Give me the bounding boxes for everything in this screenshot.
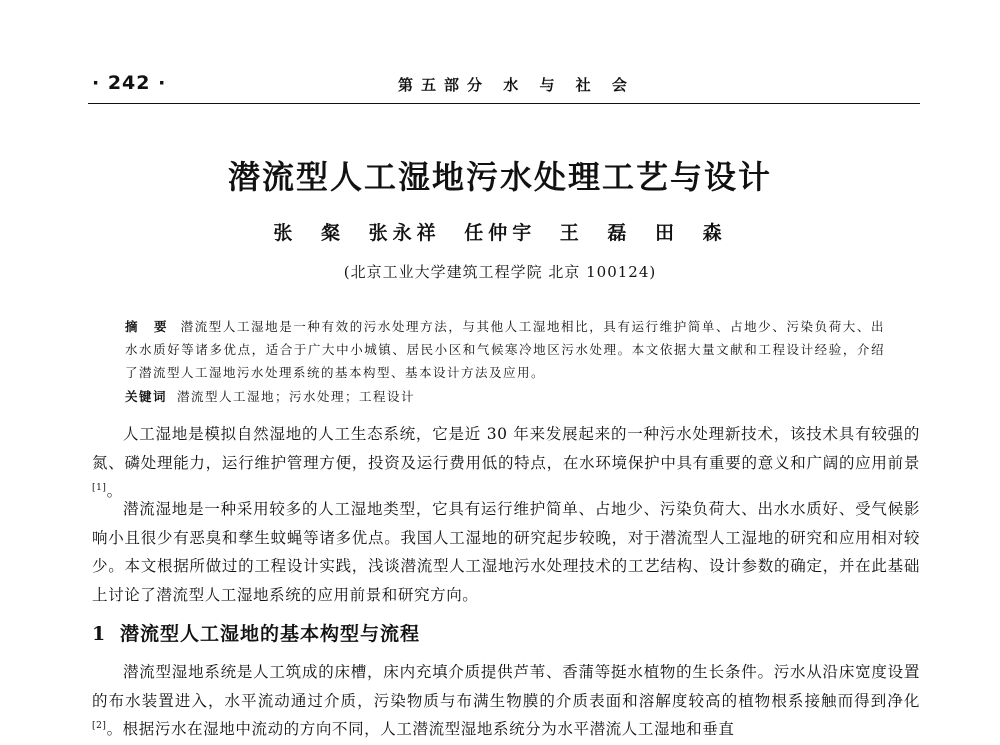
keywords-text: 潜流型人工湿地；污水处理；工程设计 <box>177 389 416 404</box>
header-rule <box>88 103 920 104</box>
section-1-paragraph-end: 。根据污水在湿地中流动的方向不同，人工潜流型湿地系统分为水平潜流人工湿地和垂直 <box>106 720 735 738</box>
page-number: · 242 · <box>92 72 167 94</box>
section-number: 1 <box>92 623 107 645</box>
section-1-paragraph <box>92 658 920 744</box>
abstract <box>125 315 885 384</box>
abstract-text: 潜流型人工湿地是一种有效的污水处理方法，与其他人工湿地相比，具有运行维护简单、占地少、污染负荷大、出水水质好等诸多优点，适合于广大中小城镇、居民小区和气候寒冷地区污水处理。本文依据大量文献和工程设计经验，介绍了潜流型人工湿地污水处理系统的基本构型、基本设计方法及应用。 <box>125 319 885 380</box>
intro-paragraph-2: 潜流湿地是一种采用较多的人工湿地类型，它具有运行维护简单、占地少、污染负荷大、出水水质好、受气候影响小且很少有恶臭和孳生蚊蝇等诸多优点。我国人工湿地的研究起步较晚，对于潜流型人工湿地的研究和应用相对较少。本文根据所做过的工程设计实践，浅谈潜流型人工湿地污水处理技术的工艺结构、设计参数的确定，并在此基础上讨论了潜流型人工湿地系统的应用前景和研究方向。 <box>92 500 920 604</box>
citation-ref-2: [2] <box>92 720 107 731</box>
section-title: 潜流型人工湿地的基本构型与流程 <box>120 623 421 645</box>
intro-paragraph-1-text: 人工湿地是模拟自然湿地的人工生态系统，它是近 30 年来发展起来的一种污水处理新技术，该技术具有较强的氮、磷处理能力，运行维护管理方便，投资及运行费用低的特点，在水环境保护中具有重要的意义和广阔的应用前景 <box>92 425 920 472</box>
intro-paragraph-1-end: 。 <box>106 482 123 500</box>
abstract-label: 摘 要 <box>125 319 173 334</box>
keywords <box>125 385 885 408</box>
authors: 张 粲 张永祥 任仲宇 王 磊 田 森 <box>273 222 727 244</box>
section-heading-1 <box>92 619 420 646</box>
running-head-title: 第五部分 水 与 社 会 <box>398 76 635 94</box>
running-header <box>88 72 920 102</box>
section-1-paragraph-text: 潜流型湿地系统是人工筑成的床槽，床内充填介质提供芦苇、香蒲等挺水植物的生长条件。污水从沿床宽度设置的布水装置进入，水平流动通过介质，污染物质与布满生物膜的介质表面和溶解度较高的植物根系接触而得到净化 <box>92 663 920 710</box>
citation-ref-1: [1] <box>92 482 107 493</box>
intro-paragraph-1 <box>92 420 920 506</box>
affiliation: (北京工业大学建筑工程学院 北京 100124) <box>343 263 657 281</box>
paper-title: 潜流型人工湿地污水处理工艺与设计 <box>227 158 772 196</box>
keywords-label: 关键词 <box>125 389 168 404</box>
